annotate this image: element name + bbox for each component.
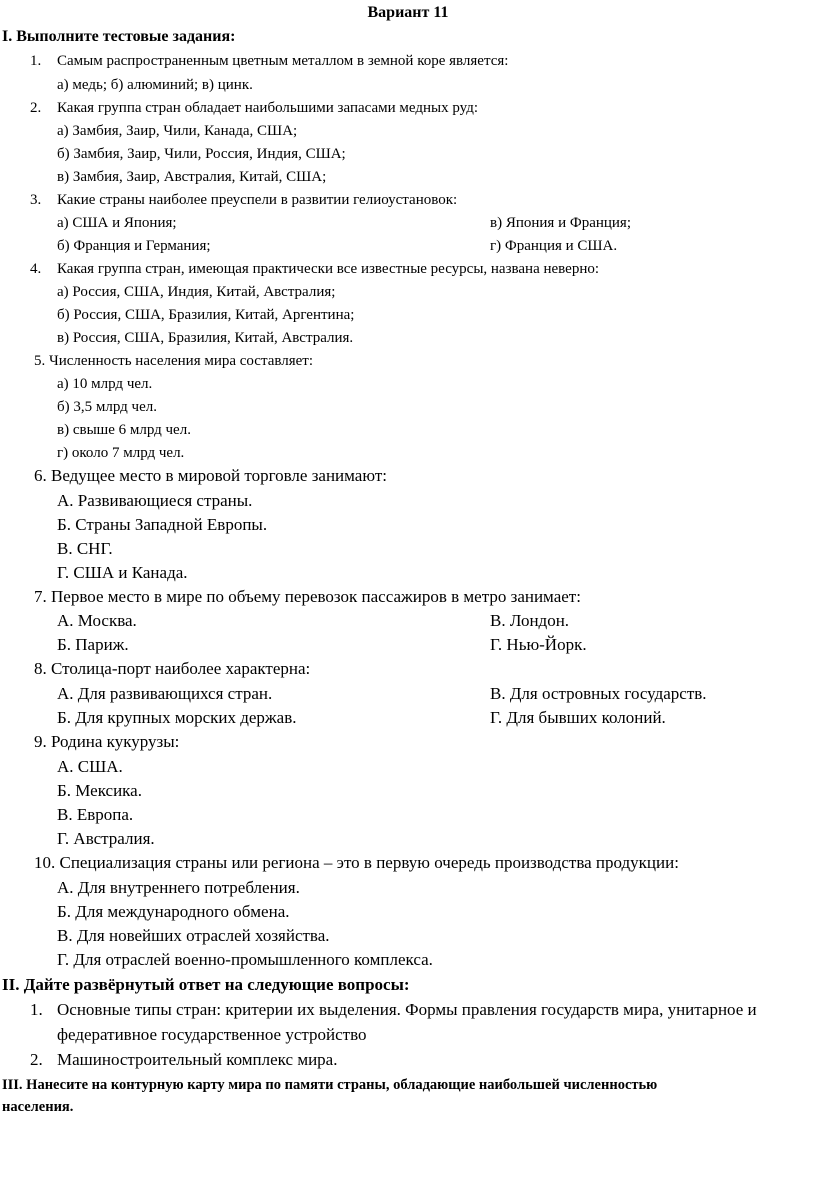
q7-option-d: Г. Нью-Йорк. (490, 635, 587, 654)
q5-option-d: г) около 7 млрд чел. (57, 445, 185, 461)
q5-option-b: б) 3,5 млрд чел. (57, 399, 157, 415)
section3-line2: населения. (2, 1099, 74, 1115)
s2-item2-number: 2. (30, 1050, 43, 1069)
s2-item2-line1: Машиностроительный комплекс мира. (57, 1050, 338, 1069)
q4-option-a: а) Россия, США, Индия, Китай, Австралия; (57, 284, 336, 300)
q3-option-d: г) Франция и США. (490, 238, 618, 254)
q2-option-c: в) Замбия, Заир, Австралия, Китай, США; (57, 169, 327, 185)
q6-option-a: А. Развивающиеся страны. (57, 491, 253, 510)
section1-header: I. Выполните тестовые задания: (2, 28, 236, 45)
q4-number: 4. (30, 261, 42, 277)
q10-option-d: Г. Для отраслей военно-промышленного комплекса. (57, 950, 433, 969)
q2-option-a: а) Замбия, Заир, Чили, Канада, США; (57, 123, 298, 139)
q8-option-b: Б. Для крупных морских держав. (57, 708, 297, 727)
q2-option-b: б) Замбия, Заир, Чили, Россия, Индия, США; (57, 146, 346, 162)
q7-text: 7. Первое место в мире по объему перевозок пассажиров в метро занимает: (34, 587, 581, 606)
q10-option-b: Б. Для международного обмена. (57, 902, 290, 921)
q6-text: 6. Ведущее место в мировой торговле занимают: (34, 466, 387, 485)
q2-text: Какая группа стран обладает наибольшими запасами медных руд: (57, 100, 478, 116)
q2-number: 2. (30, 100, 42, 116)
q5-option-a: а) 10 млрд чел. (57, 376, 153, 392)
q8-option-a: А. Для развивающихся стран. (57, 684, 273, 703)
q4-text: Какая группа стран, имеющая практически все известные ресурсы, названа неверно: (57, 261, 600, 277)
q10-text: 10. Специализация страны или региона – это в первую очередь производства продукции: (34, 853, 679, 872)
q7-option-a: А. Москва. (57, 611, 137, 630)
q9-option-d: Г. Австралия. (57, 829, 155, 848)
q3-option-b: б) Франция и Германия; (57, 238, 211, 254)
q7-option-b: Б. Париж. (57, 635, 129, 654)
q5-text: 5. Численность населения мира составляет: (34, 353, 314, 369)
s2-item1-line2: федеративное государственное устройство (57, 1025, 367, 1044)
q4-option-c: в) Россия, США, Бразилия, Китай, Австралия. (57, 330, 354, 346)
q6-option-c: В. СНГ. (57, 539, 113, 558)
q8-option-c: В. Для островных государств. (490, 684, 707, 703)
section2-header: II. Дайте развёрнутый ответ на следующие вопросы: (2, 975, 410, 994)
q9-text: 9. Родина кукурузы: (34, 732, 180, 751)
q7-option-c: В. Лондон. (490, 611, 570, 630)
q3-text: Какие страны наиболее преуспели в развитии гелиоустановок: (57, 192, 458, 208)
q9-option-a: А. США. (57, 757, 123, 776)
s2-item1-line1: Основные типы стран: критерии их выделения. Формы правления государств мира, унитарное и (57, 1000, 757, 1019)
q3-number: 3. (30, 192, 42, 208)
q3-option-a: а) США и Япония; (57, 215, 177, 231)
section3-line1: III. Нанесите на контурную карту мира по памяти страны, обладающие наибольшей численностью (2, 1077, 658, 1093)
q6-option-d: Г. США и Канада. (57, 563, 188, 582)
s2-item1-number: 1. (30, 1000, 43, 1019)
q3-option-c: в) Япония и Франция; (490, 215, 631, 231)
q8-text: 8. Столица-порт наиболее характерна: (34, 659, 311, 678)
q1-text: Самым распространенным цветным металлом в земной коре является: (57, 53, 509, 69)
q5-option-c: в) свыше 6 млрд чел. (57, 422, 191, 438)
page-title: Вариант 11 (367, 4, 449, 21)
q10-option-a: А. Для внутреннего потребления. (57, 878, 300, 897)
q4-option-b: б) Россия, США, Бразилия, Китай, Аргентина; (57, 307, 355, 323)
q9-option-b: Б. Мексика. (57, 781, 142, 800)
q10-option-c: В. Для новейших отраслей хозяйства. (57, 926, 330, 945)
q9-option-c: В. Европа. (57, 805, 134, 824)
q6-option-b: Б. Страны Западной Европы. (57, 515, 268, 534)
q1-answers: а) медь; б) алюминий; в) цинк. (57, 77, 253, 93)
q1-number: 1. (30, 53, 42, 69)
q8-option-d: Г. Для бывших колоний. (490, 708, 666, 727)
